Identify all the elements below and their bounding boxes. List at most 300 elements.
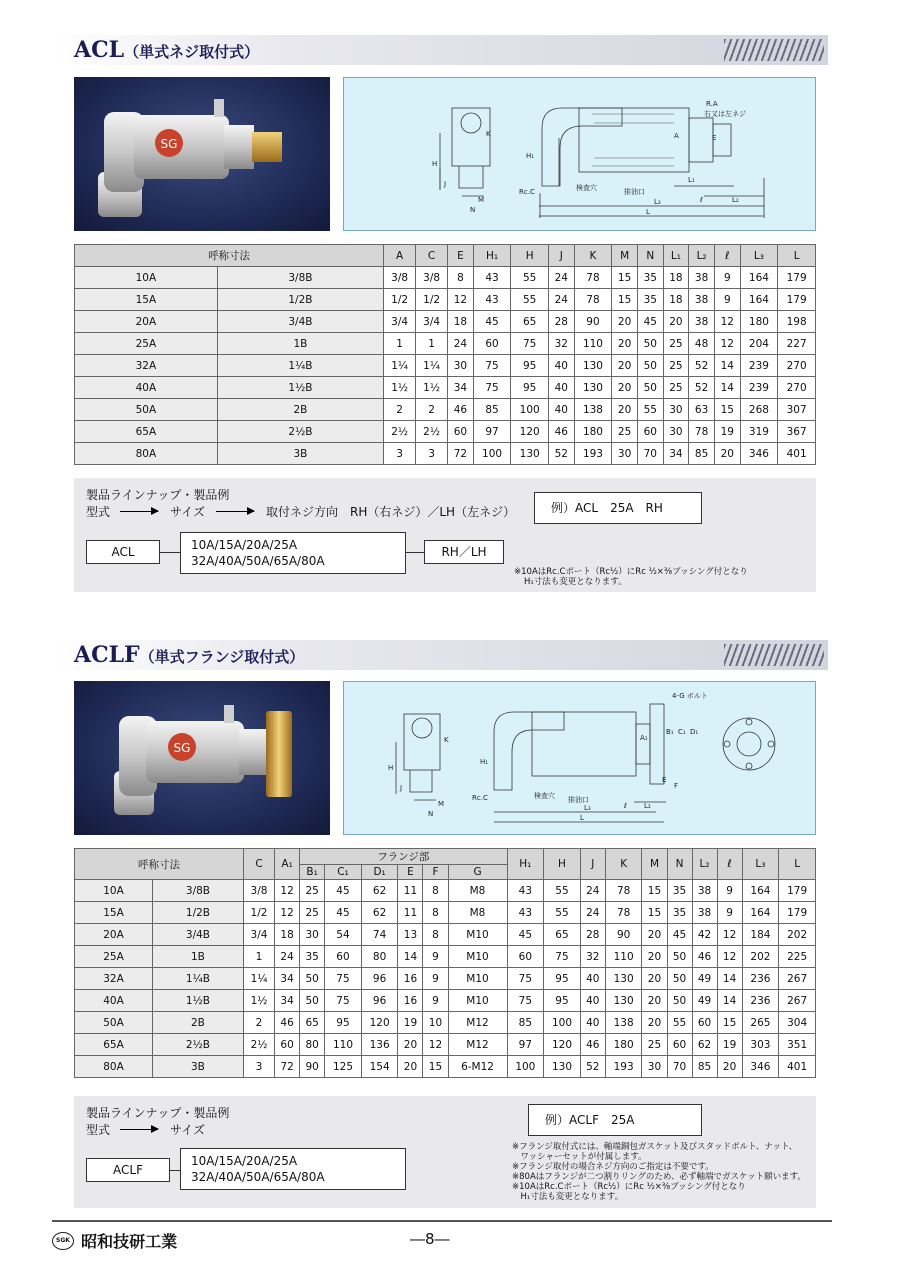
table-cell: 30: [663, 399, 689, 421]
table-header: 呼称寸法: [75, 849, 244, 880]
svg-text:SG: SG: [160, 137, 178, 151]
table-cell: 110: [574, 333, 612, 355]
table-cell: 2: [384, 399, 416, 421]
table-cell: 25: [663, 333, 689, 355]
table-cell: 2½B: [217, 421, 383, 443]
table-cell: 12: [275, 880, 300, 902]
table-cell: 1B: [152, 946, 243, 968]
acl-section-header: [52, 35, 828, 65]
table-cell: 12: [275, 902, 300, 924]
table-cell: 34: [275, 990, 300, 1012]
table-cell: 304: [779, 1012, 816, 1034]
table-cell: 75: [507, 968, 544, 990]
table-cell: 18: [663, 267, 689, 289]
table-cell: 45: [473, 311, 511, 333]
table-cell: 20: [717, 1056, 742, 1078]
table-cell: 52: [548, 443, 574, 465]
table-cell: 75: [511, 333, 549, 355]
table-cell: 25: [300, 880, 325, 902]
table-cell: 35: [637, 267, 663, 289]
table-cell: 80: [300, 1034, 325, 1056]
table-cell: 202: [779, 924, 816, 946]
table-header: L₂: [692, 849, 717, 880]
table-header: ℓ: [714, 245, 740, 267]
table-cell: 95: [325, 1012, 362, 1034]
table-row: [75, 267, 816, 289]
table-cell: 138: [605, 1012, 642, 1034]
table-cell: 236: [742, 968, 779, 990]
table-header: C₁: [325, 865, 362, 880]
table-cell: 1/2B: [217, 289, 383, 311]
table-cell: 24: [275, 946, 300, 968]
lineup-heading: 製品ラインナップ・製品例: [86, 1106, 230, 1120]
table-cell: 18: [663, 289, 689, 311]
table-cell: 10A: [75, 880, 153, 902]
table-row: [75, 421, 816, 443]
table-cell: 20: [612, 311, 638, 333]
table-cell: M10: [448, 924, 507, 946]
diagram-label: H₁: [480, 758, 489, 766]
table-cell: 50: [667, 946, 692, 968]
table-cell: 401: [779, 1056, 816, 1078]
sizes-line: 32A/40A/50A/65A/80A: [191, 554, 325, 568]
table-cell: 9: [423, 946, 448, 968]
table-cell: 9: [423, 968, 448, 990]
table-cell: 3/8B: [217, 267, 383, 289]
table-cell: 28: [548, 311, 574, 333]
table-cell: 1/2B: [152, 902, 243, 924]
table-cell: 3/4: [416, 311, 448, 333]
table-header: L₁: [663, 245, 689, 267]
diagram-label: J: [444, 180, 447, 188]
diagram-label: ℓ: [624, 802, 627, 810]
table-cell: 2½: [384, 421, 416, 443]
table-cell: 12: [448, 289, 474, 311]
table-cell: 45: [325, 902, 362, 924]
table-row: [75, 990, 816, 1012]
sgk-logo-icon: SGK: [52, 1232, 74, 1250]
table-cell: 179: [779, 902, 816, 924]
table-cell: 42: [692, 924, 717, 946]
table-cell: 45: [667, 924, 692, 946]
table-cell: 50: [300, 968, 325, 990]
aclf-spec-table: [74, 848, 816, 1078]
table-cell: 9: [423, 990, 448, 1012]
connector-line: [406, 552, 424, 553]
table-cell: 225: [779, 946, 816, 968]
page-number: ―8―: [410, 1230, 450, 1248]
table-cell: 30: [612, 443, 638, 465]
table-cell: 16: [398, 990, 423, 1012]
table-cell: 32A: [75, 968, 153, 990]
lineup-note: H₁寸法も変更となります。: [524, 577, 627, 587]
table-cell: 75: [325, 968, 362, 990]
connector-line: [170, 1170, 180, 1171]
diagram-label: L₁: [688, 176, 695, 184]
flow-size-label: サイズ: [170, 505, 206, 519]
table-cell: 184: [742, 924, 779, 946]
table-header: J: [580, 849, 605, 880]
table-cell: 96: [361, 990, 398, 1012]
diagram-label: L₂: [732, 196, 739, 204]
table-cell: 30: [300, 924, 325, 946]
table-row: [75, 399, 816, 421]
table-cell: 25: [612, 421, 638, 443]
table-cell: 1¼: [416, 355, 448, 377]
table-cell: 3/8: [416, 267, 448, 289]
table-cell: 164: [742, 902, 779, 924]
table-header: H₁: [473, 245, 511, 267]
table-cell: M12: [448, 1012, 507, 1034]
sizes-box: [180, 532, 406, 574]
table-cell: 63: [689, 399, 715, 421]
arrow-icon: [120, 1129, 158, 1130]
svg-text:SG: SG: [173, 741, 191, 755]
table-cell: 164: [740, 289, 778, 311]
table-header: H₁: [507, 849, 544, 880]
table-cell: M8: [448, 880, 507, 902]
table-cell: 70: [667, 1056, 692, 1078]
table-header: ℓ: [717, 849, 742, 880]
table-cell: 1½B: [217, 377, 383, 399]
table-cell: 38: [692, 902, 717, 924]
table-cell: 3B: [152, 1056, 243, 1078]
table-cell: 11: [398, 902, 423, 924]
table-cell: 49: [692, 990, 717, 1012]
table-header: E: [398, 865, 423, 880]
table-row: [75, 1056, 816, 1078]
table-cell: 78: [574, 267, 612, 289]
table-cell: 30: [642, 1056, 667, 1078]
table-cell: 75: [473, 355, 511, 377]
table-cell: 20: [663, 311, 689, 333]
table-cell: 95: [511, 355, 549, 377]
table-header: D₁: [361, 865, 398, 880]
table-cell: 30: [663, 421, 689, 443]
sizes-box: [180, 1148, 406, 1190]
table-row: [75, 311, 816, 333]
table-header-row: [75, 849, 816, 865]
table-row: [75, 333, 816, 355]
table-cell: 1B: [217, 333, 383, 355]
table-row: [75, 924, 816, 946]
table-cell: 50: [637, 355, 663, 377]
table-cell: M8: [448, 902, 507, 924]
table-header: C: [416, 245, 448, 267]
table-cell: 55: [544, 902, 581, 924]
table-cell: 3: [416, 443, 448, 465]
table-cell: 78: [605, 902, 642, 924]
table-cell: 35: [300, 946, 325, 968]
table-cell: 80A: [75, 443, 218, 465]
table-cell: 14: [717, 968, 742, 990]
table-cell: 2: [243, 1012, 274, 1034]
table-cell: 100: [544, 1012, 581, 1034]
table-cell: 154: [361, 1056, 398, 1078]
diagram-label: 検査穴: [576, 184, 597, 192]
table-header: L₂: [689, 245, 715, 267]
table-header: H: [511, 245, 549, 267]
table-row: [75, 902, 816, 924]
table-cell: 227: [778, 333, 816, 355]
table-cell: 9: [717, 902, 742, 924]
table-header: M: [612, 245, 638, 267]
flow-model-label: 型式: [86, 505, 111, 519]
table-cell: 3B: [217, 443, 383, 465]
table-cell: 60: [637, 421, 663, 443]
diagram-label: E: [712, 134, 717, 142]
table-cell: 50: [667, 968, 692, 990]
table-cell: 43: [473, 289, 511, 311]
diagram-label: F: [674, 782, 679, 790]
lineup-note: ※10AはRc.Cポート（Rc½）にRc ½×⅜ブッシング付となり: [512, 1182, 746, 1192]
table-cell: 55: [511, 289, 549, 311]
table-cell: 20: [398, 1056, 423, 1078]
table-header: F: [423, 865, 448, 880]
table-cell: 2B: [217, 399, 383, 421]
table-cell: 20: [642, 990, 667, 1012]
table-cell: 1½: [243, 990, 274, 1012]
table-cell: 54: [325, 924, 362, 946]
table-cell: 55: [637, 399, 663, 421]
table-header: C: [243, 849, 274, 880]
model-box: ACLF: [86, 1158, 170, 1182]
table-cell: 43: [507, 902, 544, 924]
table-cell: 100: [507, 1056, 544, 1078]
table-header: A₁: [275, 849, 300, 880]
table-cell: 11: [398, 880, 423, 902]
table-cell: 85: [473, 399, 511, 421]
table-cell: 20: [612, 399, 638, 421]
table-cell: 62: [361, 902, 398, 924]
table-cell: 1/2: [243, 902, 274, 924]
table-cell: 3: [384, 443, 416, 465]
table-cell: 179: [778, 267, 816, 289]
table-cell: 202: [742, 946, 779, 968]
lineup-note: ※フランジ取付の場合ネジ方向のご指定は不要です。: [512, 1162, 714, 1172]
table-cell: 10A: [75, 267, 218, 289]
aclf-product-photo: [74, 681, 330, 835]
table-cell: 10: [423, 1012, 448, 1034]
table-header: N: [667, 849, 692, 880]
acl-dimension-diagram: [343, 77, 816, 231]
table-cell: 45: [507, 924, 544, 946]
table-cell: M10: [448, 946, 507, 968]
table-header: L₃: [740, 245, 778, 267]
table-cell: 204: [740, 333, 778, 355]
table-cell: 110: [325, 1034, 362, 1056]
table-cell: 346: [742, 1056, 779, 1078]
table-cell: 125: [325, 1056, 362, 1078]
table-cell: M10: [448, 990, 507, 1012]
table-cell: 14: [714, 355, 740, 377]
table-cell: 16: [398, 968, 423, 990]
diagram-label: 排油口: [624, 188, 645, 196]
table-cell: 9: [717, 880, 742, 902]
diagram-label: H₁: [526, 152, 535, 160]
table-cell: 60: [275, 1034, 300, 1056]
table-row: [75, 377, 816, 399]
table-cell: 25A: [75, 333, 218, 355]
table-cell: 78: [689, 421, 715, 443]
sizes-line: 10A/15A/20A/25A: [191, 1154, 298, 1168]
aclf-section-header: [52, 640, 828, 670]
table-cell: 74: [361, 924, 398, 946]
table-cell: 24: [580, 902, 605, 924]
company-name: 昭和技研工業: [81, 1232, 178, 1251]
table-cell: 48: [689, 333, 715, 355]
diagram-label: J: [400, 784, 403, 792]
table-cell: 40: [548, 399, 574, 421]
table-cell: 25: [642, 1034, 667, 1056]
table-cell: 40A: [75, 990, 153, 1012]
table-cell: 24: [580, 880, 605, 902]
diagram-label: ℓ: [700, 196, 703, 204]
table-cell: 1¼: [384, 355, 416, 377]
table-cell: 60: [448, 421, 474, 443]
table-cell: 3/4: [243, 924, 274, 946]
table-cell: 20A: [75, 924, 153, 946]
table-header: H: [544, 849, 581, 880]
table-cell: 3/8B: [152, 880, 243, 902]
table-cell: 40: [580, 1012, 605, 1034]
table-header: B₁: [300, 865, 325, 880]
lineup-heading: 製品ラインナップ・製品例: [86, 488, 230, 502]
table-cell: 1: [416, 333, 448, 355]
table-cell: M12: [448, 1034, 507, 1056]
table-cell: 8: [423, 902, 448, 924]
table-cell: 6-M12: [448, 1056, 507, 1078]
table-cell: 19: [717, 1034, 742, 1056]
table-cell: 97: [507, 1034, 544, 1056]
table-header: L: [778, 245, 816, 267]
diagram-label: N: [428, 810, 434, 818]
table-cell: 179: [779, 880, 816, 902]
sizes-line: 10A/15A/20A/25A: [191, 538, 298, 552]
table-cell: 46: [448, 399, 474, 421]
table-cell: 120: [511, 421, 549, 443]
table-cell: 90: [300, 1056, 325, 1078]
table-cell: 65: [511, 311, 549, 333]
acl-lineup-panel: [74, 478, 816, 592]
table-cell: 20: [642, 1012, 667, 1034]
table-cell: 38: [689, 289, 715, 311]
diagram-label: L: [580, 814, 584, 822]
table-cell: 97: [473, 421, 511, 443]
table-header: フランジ部: [300, 849, 507, 865]
table-cell: 15: [714, 399, 740, 421]
table-cell: 34: [275, 968, 300, 990]
flow-thread-label: 取付ネジ方向 RH（右ネジ）／LH（左ネジ）: [266, 505, 516, 519]
table-cell: 65A: [75, 1034, 153, 1056]
table-cell: 164: [742, 880, 779, 902]
diagram-label: 4-G ボルト: [672, 692, 708, 700]
table-cell: 24: [448, 333, 474, 355]
table-header: L: [779, 849, 816, 880]
table-cell: 267: [779, 990, 816, 1012]
table-cell: 14: [714, 377, 740, 399]
table-cell: 15A: [75, 902, 153, 924]
lineup-note: ※フランジ取付式には、軸端銅包ガスケット及びスタッドボルト、ナット、: [512, 1142, 798, 1152]
table-header: K: [605, 849, 642, 880]
table-cell: 40: [580, 990, 605, 1012]
table-cell: 34: [663, 443, 689, 465]
table-cell: 180: [740, 311, 778, 333]
table-cell: 9: [714, 289, 740, 311]
table-cell: 180: [574, 421, 612, 443]
table-cell: 43: [507, 880, 544, 902]
table-cell: 193: [574, 443, 612, 465]
diagram-label: 右又は左ネジ: [704, 110, 746, 118]
arrow-icon: [120, 511, 158, 512]
table-cell: 24: [548, 267, 574, 289]
table-cell: 12: [717, 946, 742, 968]
diagram-label: E: [662, 776, 667, 784]
table-cell: 20: [714, 443, 740, 465]
table-cell: 265: [742, 1012, 779, 1034]
table-cell: 75: [507, 990, 544, 1012]
table-cell: 268: [740, 399, 778, 421]
diagram-label: A: [674, 132, 679, 140]
table-cell: 60: [325, 946, 362, 968]
table-cell: 19: [714, 421, 740, 443]
table-cell: 85: [692, 1056, 717, 1078]
table-cell: 1½: [384, 377, 416, 399]
table-cell: 95: [544, 968, 581, 990]
table-cell: 46: [275, 1012, 300, 1034]
diagram-label: C₁: [678, 728, 686, 736]
table-cell: 60: [667, 1034, 692, 1056]
table-cell: 319: [740, 421, 778, 443]
table-cell: 50A: [75, 1012, 153, 1034]
table-cell: 70: [637, 443, 663, 465]
header-stripes: [724, 644, 824, 666]
table-cell: 1¼: [243, 968, 274, 990]
table-cell: 30: [448, 355, 474, 377]
table-cell: 164: [740, 267, 778, 289]
table-cell: 15: [423, 1056, 448, 1078]
connector-line: [160, 552, 180, 553]
table-cell: 346: [740, 443, 778, 465]
diagram-label: H: [388, 764, 394, 772]
table-cell: 65: [544, 924, 581, 946]
aclf-title: ACLF（単式フランジ取付式）: [74, 642, 305, 668]
company-logo: [52, 1229, 177, 1251]
table-cell: 120: [544, 1034, 581, 1056]
table-cell: 15A: [75, 289, 218, 311]
table-cell: 75: [544, 946, 581, 968]
thread-box: RH／LH: [424, 540, 504, 564]
table-cell: 32A: [75, 355, 218, 377]
model-box: ACL: [86, 540, 160, 564]
table-cell: 100: [511, 399, 549, 421]
table-cell: 24: [548, 289, 574, 311]
table-header: K: [574, 245, 612, 267]
table-cell: 130: [574, 377, 612, 399]
table-cell: 15: [612, 267, 638, 289]
table-cell: 2½: [416, 421, 448, 443]
lineup-note: ※10AはRc.Cポート（Rc½）にRc ½×⅜ブッシング付となり: [514, 567, 748, 577]
table-cell: 38: [692, 880, 717, 902]
table-cell: 46: [580, 1034, 605, 1056]
table-cell: 1¼B: [217, 355, 383, 377]
table-cell: 100: [473, 443, 511, 465]
table-cell: 3/8: [384, 267, 416, 289]
table-row: [75, 1034, 816, 1056]
table-cell: 307: [778, 399, 816, 421]
table-cell: 75: [325, 990, 362, 1012]
table-cell: 1½B: [152, 990, 243, 1012]
